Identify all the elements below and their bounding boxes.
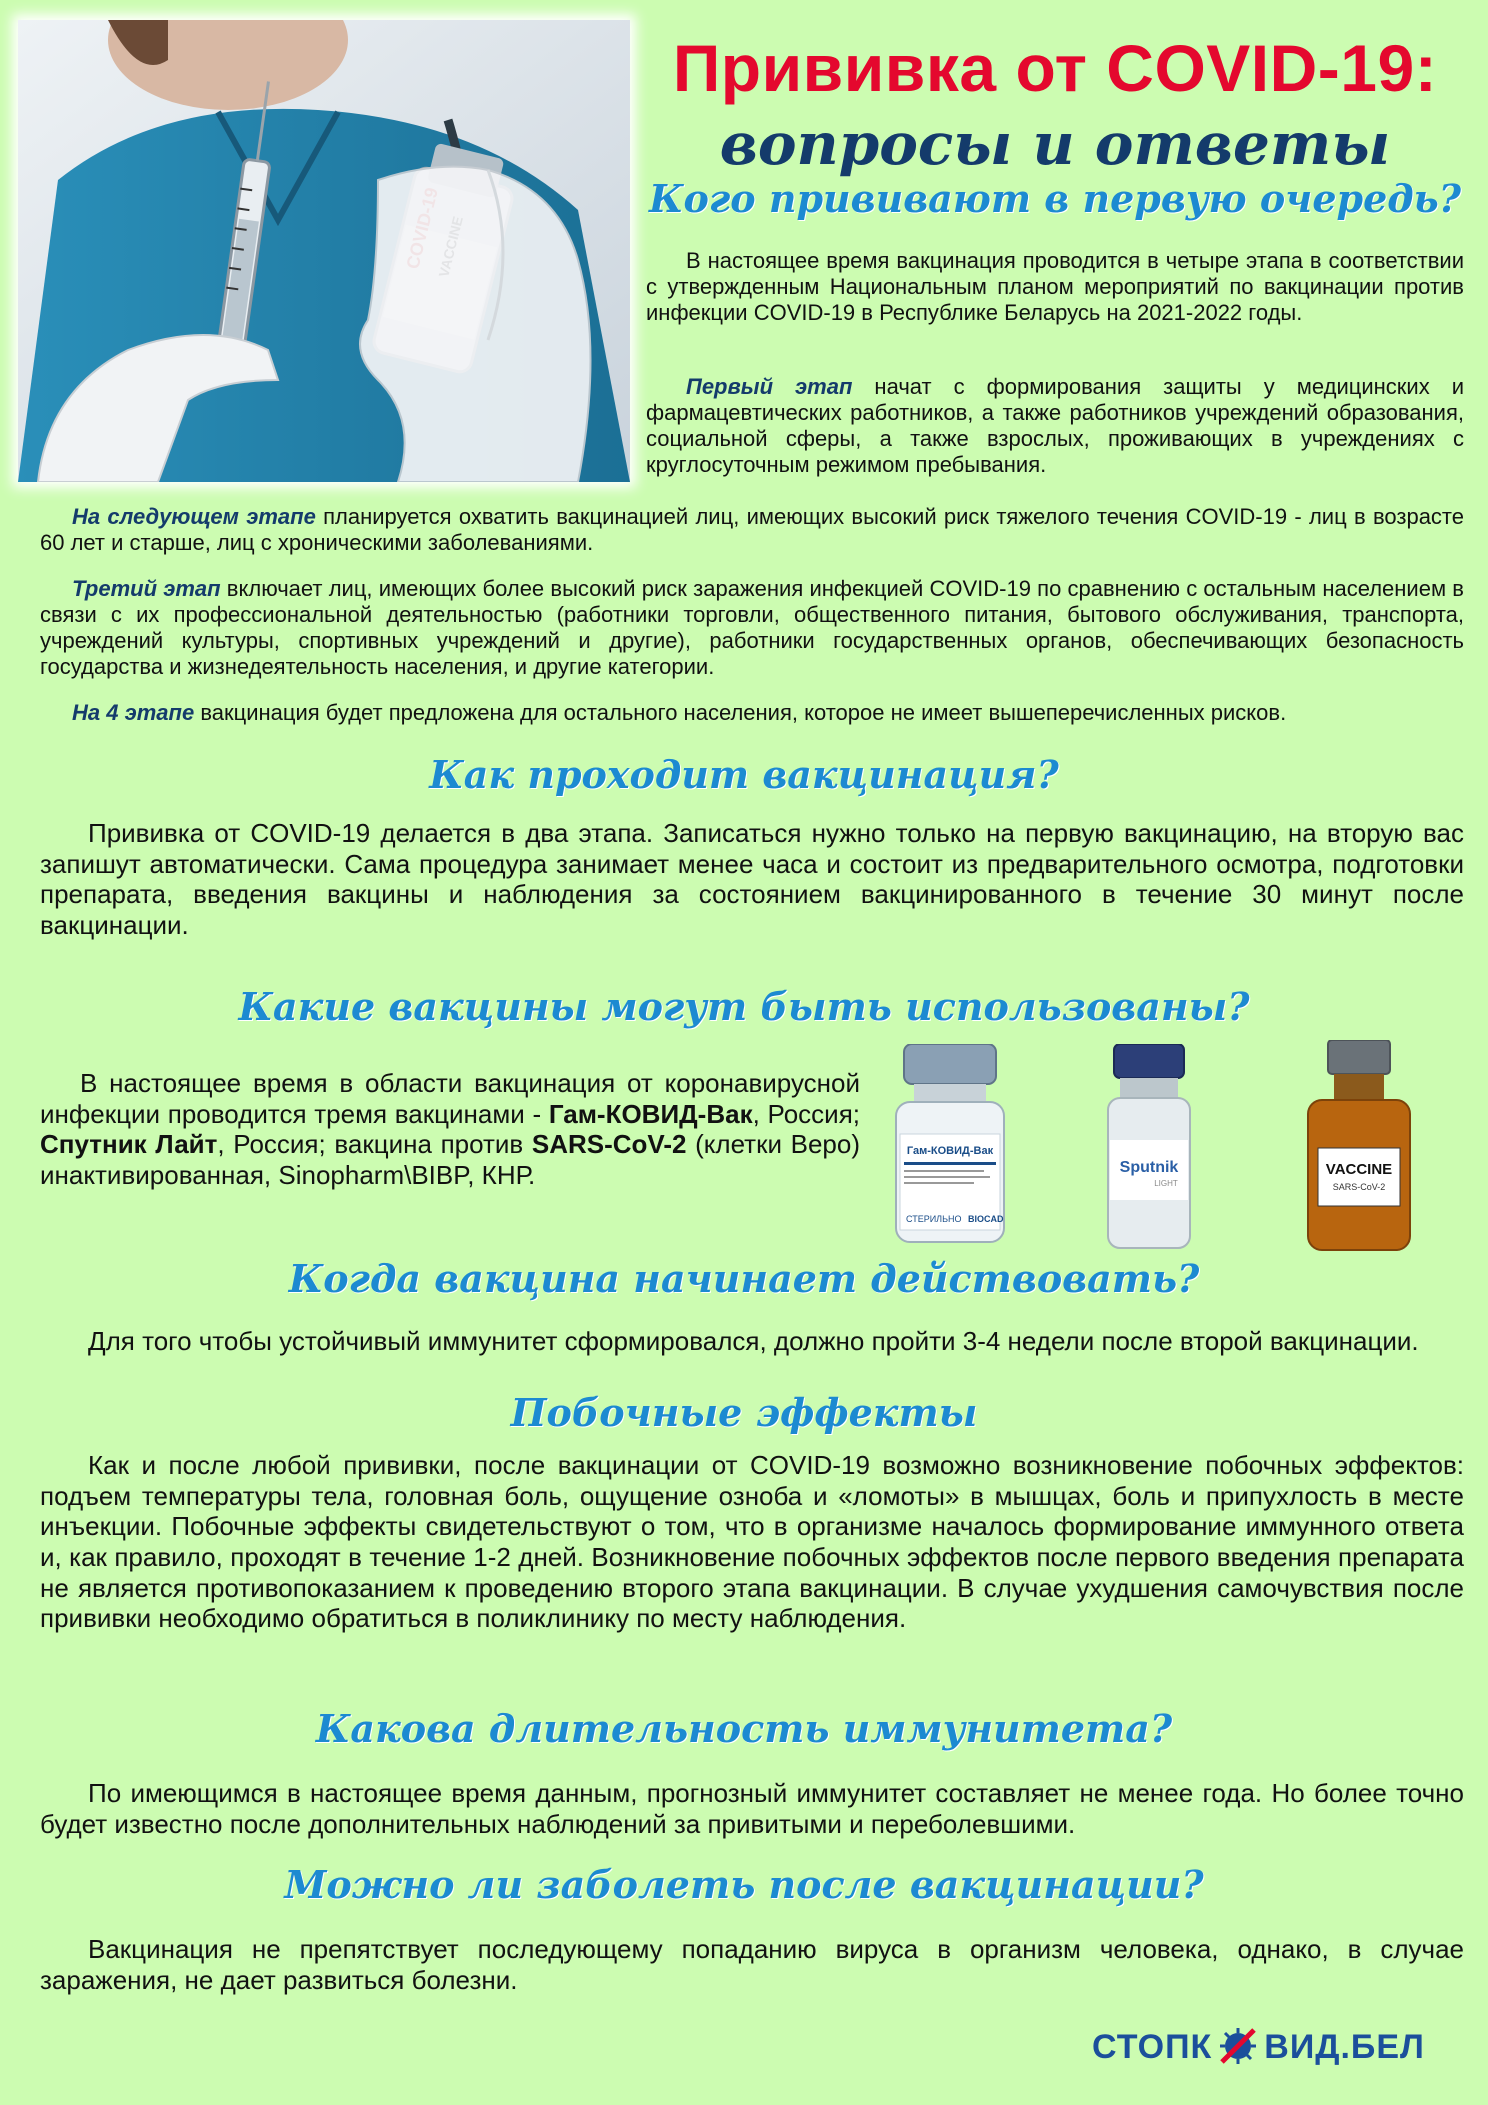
vial1-footer-sterile: СТЕРИЛЬНО xyxy=(906,1214,962,1224)
vaccines-text-3: , Россия; вакцина против xyxy=(217,1129,532,1160)
paragraph-when: Для того чтобы устойчивый иммунитет сформировался, должно пройти 3-4 недели после второй вакцинации. xyxy=(88,1326,1419,1356)
stage-2-lead: На следующем этапе xyxy=(72,504,316,529)
vial2-label: Sputnik xyxy=(1119,1159,1179,1176)
page-subtitle: вопросы и ответы xyxy=(719,110,1391,178)
paragraph-stage-3 xyxy=(40,576,1464,680)
paragraph-stage-4 xyxy=(40,700,1464,726)
paragraph-vaccines xyxy=(40,1068,860,1191)
heading-when: Когда вакцина начинает действовать? xyxy=(288,1256,1200,1301)
paragraph-duration: По имеющимся в настоящее время данным, прогнозный иммунитет составляет не менее года. Но более точно будет известно после дополнительных наблюдений за привитыми и переболевшими. xyxy=(40,1778,1464,1839)
heading-who-first: Кого прививают в первую очередь? xyxy=(648,176,1462,221)
stage-1-text: начат с формирования защиты у медицинских и фармацевтических работников, а также работников учреждений образования, социальной сферы, а также взрослых, проживающих в учреждениях с круглосуточным режимом пребывания. xyxy=(646,374,1465,477)
paragraph-stage-2 xyxy=(40,504,1464,556)
logo-text-right: ВИД.БЕЛ xyxy=(1264,2028,1425,2066)
hero-photo xyxy=(18,20,630,482)
vial2-sub: LIGHT xyxy=(1154,1179,1178,1188)
heading-can-get-sick: Можно ли заболеть после вакцинации? xyxy=(284,1862,1204,1907)
vial1-label: Гам-КОВИД-Вак xyxy=(906,1145,994,1157)
page-title: Прививка от COVID-19: xyxy=(672,31,1438,105)
paragraph-can-get-sick: Вакцинация не препятствует последующему попаданию вируса в организм человека, однако, в случае заражения, не дает развиться болезни. xyxy=(40,1934,1464,1995)
vial3-sub: SARS-CoV-2 xyxy=(1332,1182,1386,1192)
stage-3-text: включает лиц, имеющих более высокий риск заражения инфекцией COVID-19 по сравнению с остальным населением в связи с их профессиональной деятельностью (работники торговли, общественного питания, бытового обслуживания, транспорта, учреждений культуры, спортивных учреждений и другие), работники государственных органов, обеспечивающих безопасность государства и жизнедеятельность населения, и другие категории. xyxy=(40,576,1464,679)
paragraph-side-effects: Как и после любой прививки, после вакцинации от COVID-19 возможно возникновение побочных эффектов: подъем температуры тела, головная боль, ощущение озноба и «ломоты» в мышцах, боль и припухлость в месте инъекции. Побочные эффекты свидетельствуют о том, что в организме началось формирование иммунного ответа и, как правило, проходят в течение 1-2 дней. Возникновение побочных эффектов после первого введения препарата не является противопоказанием к проведению второго этапа вакцинации. В случае ухудшения самочувствия после прививки необходимо обратиться в поликлинику по месту наблюдения. xyxy=(40,1450,1464,1634)
vaccines-text-1: В настоящее время в области вакцинация от коронавирусной инфекции проводится тремя вакцинами - xyxy=(40,1068,860,1129)
stage-4-lead: На 4 этапе xyxy=(72,700,195,725)
vaccine-photo-illustration xyxy=(18,20,630,482)
vaccine-sars-cov-2: SARS-CoV-2 xyxy=(531,1129,687,1160)
heading-side-effects: Побочные эффекты xyxy=(510,1390,978,1435)
stage-2-text: планируется охватить вакцинацией лиц, имеющих высокий риск тяжелого течения COVID-19 - лиц в возрасте 60 лет и старше, лиц с хроническими заболеваниями. xyxy=(40,504,1464,555)
heading-how: Как проходит вакцинация? xyxy=(429,752,1059,797)
vial3-label: VACCINE xyxy=(1325,1161,1393,1178)
vaccine-gam-covid-vac: Гам-КОВИД-Вак xyxy=(548,1098,753,1129)
vaccines-text-2: , Россия; xyxy=(752,1098,861,1129)
stage-3-lead: Третий этап xyxy=(72,576,221,601)
vaccine-sputnik-light: Спутник Лайт xyxy=(40,1129,218,1160)
vial-sputnik-light xyxy=(1104,1044,1194,1255)
vial1-footer-biocad: BIOCAD xyxy=(968,1214,1004,1224)
virus-crossed-icon xyxy=(1212,2026,1264,2066)
vial-gam-covid-vac xyxy=(890,1044,1010,1249)
paragraph-stage-1 xyxy=(646,374,1464,478)
stage-1-lead: Первый этап xyxy=(686,374,853,399)
stage-4-text: вакцинация будет предложена для остального населения, которое не имеет вышеперечисленных рисков. xyxy=(194,700,1287,725)
vaccines-text-4: (клетки Веро) инактивированная, Sinopharm\BIBP, КНР. xyxy=(40,1129,860,1191)
heading-vaccines: Какие вакцины могут быть использованы? xyxy=(238,984,1250,1029)
paragraph-how: Прививка от COVID-19 делается в два этапа. Записаться нужно только на первую вакцинацию, на вторую вас запишут автоматически. Сама процедура занимает менее часа и состоит из предварительного осмотра, подготовки препарата, введения вакцины и наблюдения за состоянием вакцинированного в течение 30 минут после вакцинации. xyxy=(40,818,1464,941)
heading-duration: Какова длительность иммунитета? xyxy=(315,1706,1173,1751)
stopcovid-logo[interactable] xyxy=(1092,2026,1425,2067)
logo-text-left: СТОПК xyxy=(1092,2028,1213,2066)
vial-sars-cov-2 xyxy=(1304,1040,1414,1259)
paragraph-stages-intro: В настоящее время вакцинация проводится в четыре этапа в соответствии с утвержденным Национальным планом мероприятий по вакцинации против инфекции COVID-19 в Республике Беларусь на 2021-2022 годы. xyxy=(646,248,1464,325)
